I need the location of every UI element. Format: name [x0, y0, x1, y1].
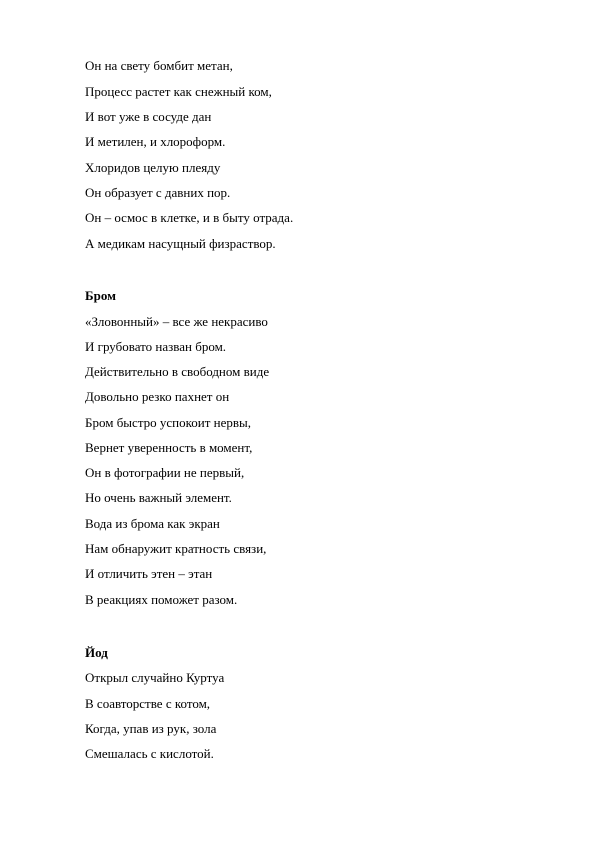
- poem-line: И грубовато назван бром.: [85, 339, 227, 354]
- section-heading-iodine: Йод: [85, 645, 108, 660]
- poem-line: Действительно в свободном виде: [85, 364, 270, 379]
- poem-line: В соавторстве с котом,: [85, 696, 211, 711]
- poem-line: Смешалась с кислотой.: [85, 746, 214, 761]
- poem-line: В реакциях поможет разом.: [85, 592, 238, 607]
- poem-line: А медикам насущный физраствор.: [85, 236, 276, 251]
- poem-line: Когда, упав из рук, зола: [85, 721, 217, 736]
- poem-line: Но очень важный элемент.: [85, 490, 232, 505]
- poem-line: Он в фотографии не первый,: [85, 465, 245, 480]
- poem-line: Он – осмос в клетке, и в быту отрада.: [85, 210, 294, 225]
- poem-line: Бром быстро успокоит нервы,: [85, 415, 252, 430]
- poem-line: Довольно резко пахнет он: [85, 389, 230, 404]
- poem-line: Вода из брома как экран: [85, 516, 220, 531]
- section-heading-bromine: Бром: [85, 288, 116, 303]
- poem-line: И вот уже в сосуде дан: [85, 109, 212, 124]
- poem-line: Хлоридов целую плеяду: [85, 160, 221, 175]
- poem-line: «Зловонный» – все же некрасиво: [85, 314, 268, 329]
- poem-line: И метилен, и хлороформ.: [85, 134, 226, 149]
- poem-line: И отличить этен – этан: [85, 566, 213, 581]
- poem-line: Открыл случайно Куртуа: [85, 670, 225, 685]
- poem-line: Вернет уверенность в момент,: [85, 440, 253, 455]
- poem-line: Он образует с давних пор.: [85, 185, 231, 200]
- poem-line: Нам обнаружит кратность связи,: [85, 541, 267, 556]
- poem-line: Процесс растет как снежный ком,: [85, 84, 272, 99]
- poem-line: Он на свету бомбит метан,: [85, 58, 233, 73]
